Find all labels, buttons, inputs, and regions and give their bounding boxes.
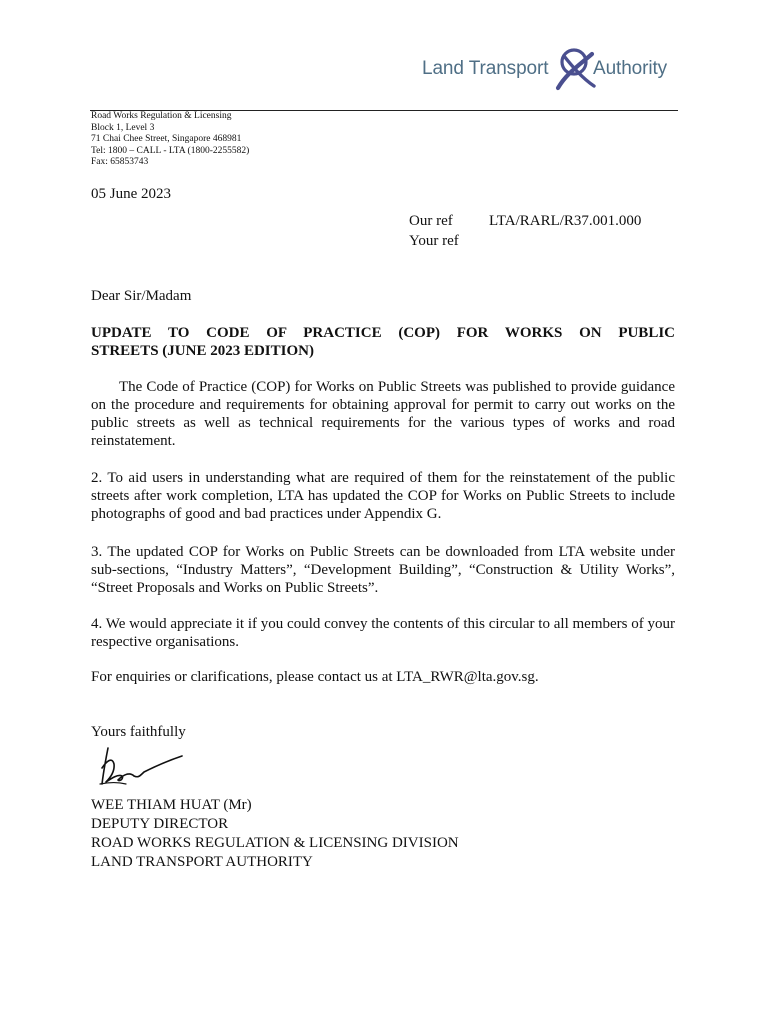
subject-heading	[91, 324, 675, 360]
letter-date: 05 June 2023	[91, 186, 171, 202]
handwritten-signature	[96, 744, 186, 790]
lta-logo	[420, 44, 680, 94]
department-name: Road Works Regulation & Licensing	[91, 111, 232, 121]
logo-text-left: Land Transport	[422, 58, 549, 79]
department-address-block	[91, 111, 249, 169]
signer-title: DEPUTY DIRECTOR	[91, 816, 229, 832]
your-ref-row	[409, 231, 641, 251]
signature-block	[91, 796, 459, 872]
our-ref-label: Our ref	[409, 213, 453, 229]
signer-name: WEE THIAM HUAT (Mr)	[91, 797, 252, 813]
address-line-1: Block 1, Level 3	[91, 122, 155, 133]
paragraph-2: 2. To aid users in understanding what are required of them for the reinstatement of the public streets after work completion, LTA has updated the COP for Works on Public Streets to include photographs of good and bad practices under Appendix G.	[91, 470, 675, 522]
signer-division: ROAD WORKS REGULATION & LICENSING DIVISION	[91, 835, 459, 851]
our-ref-value: LTA/RARL/R37.001.000	[489, 213, 642, 229]
enquiry-line: For enquiries or clarifications, please contact us at LTA_RWR@lta.gov.sg.	[91, 669, 539, 685]
logo-text-right: Authority	[593, 58, 668, 79]
signer-organisation: LAND TRANSPORT AUTHORITY	[91, 854, 313, 870]
paragraph-4: 4. We would appreciate it if you could convey the contents of this circular to all members of your respective organisations.	[91, 616, 675, 650]
our-ref-row	[409, 211, 641, 231]
salutation: Dear Sir/Madam	[91, 288, 192, 304]
paragraph-3: 3. The updated COP for Works on Public Streets can be downloaded from LTA website under sub-sections, “Industry Matters”, “Development Building”, “Construction & Utility Works”, “Street Proposals and Works on Public Streets”.	[91, 544, 675, 596]
address-line-2: 71 Chai Chee Street, Singapore 468981	[91, 134, 242, 144]
reference-block	[409, 211, 641, 251]
telephone: Tel: 1800 – CALL - LTA (1800-2255582)	[91, 145, 250, 156]
subject-line-1: UPDATE TO CODE OF PRACTICE (COP) FOR WORKS ON PUBLIC	[91, 325, 675, 341]
subject-line-2: STREETS (JUNE 2023 EDITION)	[91, 343, 314, 359]
lta-logo-mark-icon	[552, 44, 596, 92]
your-ref-label: Your ref	[409, 233, 459, 249]
paragraph-1: The Code of Practice (COP) for Works on Public Streets was published to provide guidance on the procedure and requirements for obtaining approval for permit to carry out works on the public streets as well as technical requirements for the various types of works and road reinstatement.	[91, 379, 675, 449]
fax: Fax: 65853743	[91, 157, 149, 167]
closing: Yours faithfully	[91, 724, 186, 740]
